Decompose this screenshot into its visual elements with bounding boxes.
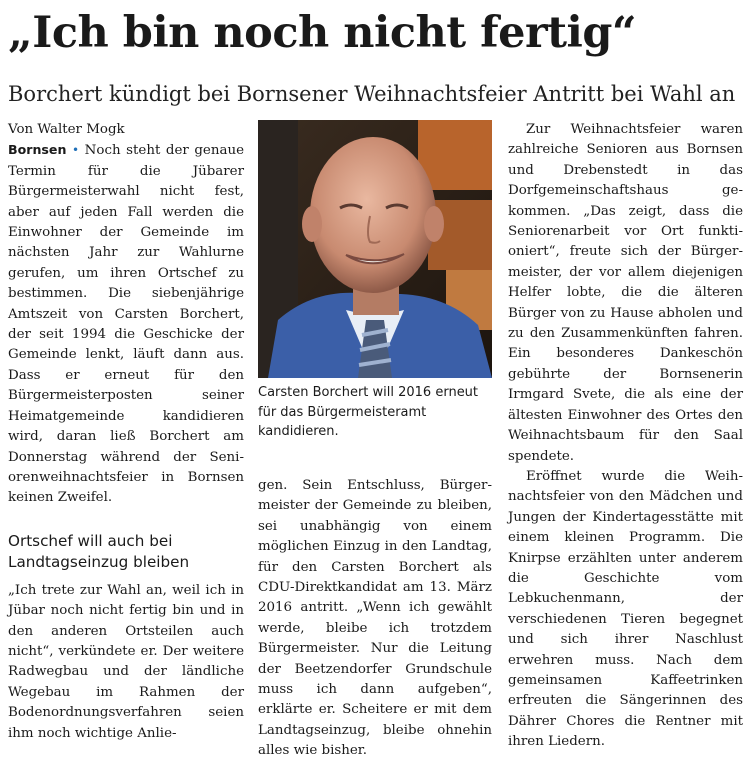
column-3-paragraph-2: Eröffnet wurde die Weihnachtsfeier von den Mädchen und Jungen der Kindertagesstätte mit einem kleinen Programm. Die Knirpse erzählten unter anderem die Geschichte vom Lebkuchenmann, der verschiedenen Tieren begegnet und sich ihrer Naschlust erwehren muss. Nach dem gemeinsamen Kaffeetrinken erfreuten die Sängerinnen des Dährer Chores die Rentner mit ihren Liedern.	[508, 468, 743, 750]
quote-paragraph: „Ich trete zur Wahl an, weil ich in Jübar noch nicht fertig bin und in den anderen Ortsteilen auch nicht“, verkündete er. Der weitere Radwegbau und der ländliche Wegebau im Rahmen der Bodenordnungsverfahren seien ihm noch wichtige Anlie-	[8, 582, 244, 741]
byline: Von Walter Mogk	[8, 122, 125, 137]
column-3-paragraph-1: Zur Weihnachtsfeier waren zahlreiche Senioren aus Bornsen und Drebenstedt in das Dorfgemeinschaftshaus gekommen. „Das zeigt, dass die Seniorenarbeit vor Ort funktioniert“, freute sich der Bürgermeister, der vor allem diejenigen Helfer lobte, die die älteren Bürger von zu Hause abholen und zu den Zusammenkünften fahren. Ein besonderes Dankeschön gebührte der Bornsenerin Irmgard Svete, die als eine der ältesten Einwohner des Ortes den Weihnachtsbaum für den Saal spendete.	[508, 122, 743, 464]
photo-caption: Carsten Borchert will 2016 erneut für das Bürgermeisteramt kandidieren.	[258, 385, 479, 439]
portrait-photo	[258, 120, 492, 378]
column-2	[258, 476, 492, 762]
lead-paragraph	[8, 140, 244, 508]
column-1	[8, 120, 244, 744]
dateline: Bornsen	[8, 142, 67, 158]
dateline-dot-icon: •	[72, 143, 80, 158]
column-2-text: gen. Sein Entschluss, Bürgermeister der Gemeinde zu bleiben, sei unabhängig von einem möglichen Einzug in den Landtag, für den Carsten Borchert als CDU-Direktkandidat am 13. März 2016 antritt. „Wenn ich gewählt werde, bleibe ich trotzdem Bürgermeister. Nur die Leitung der Beetzendorfer Grundschule muss ich dann aufgeben“, erklärte er. Scheitere er mit dem Landtagseinzug, bleibe ohnehin alles wie bisher.	[258, 478, 492, 759]
subheadline: Borchert kündigt bei Bornsener Weihnachtsfeier Antritt bei Wahl an	[8, 82, 736, 106]
lead-text: Noch steht der genaue Termin für die Jübarer Bürgermeisterwahl nicht fest, aber auf jeden Fall werden die Einwohner der Gemeinde im nächsten Jahr zur Wahlurne gerufen, um ihren Ortschef zu bestimmen. Die siebenjährige Amtszeit von Carsten Borchert, der seit 1994 die Geschicke der Gemeinde lenkt, läuft dann aus. Dass er erneut für den Bürgermeisterposten seiner Heimatgemeinde kandidieren wird, daran ließ Borchert am Donnerstag während der Seniorenweihnachtsfeier in Bornsen keinen Zweifel.	[8, 143, 245, 506]
portrait-photo-illustration	[258, 120, 492, 378]
headline: „Ich bin noch nicht fertig“	[8, 8, 637, 58]
column-3	[508, 120, 743, 753]
section-subhead: Ortschef will auch bei Landtagseinzug bleiben	[8, 531, 190, 571]
